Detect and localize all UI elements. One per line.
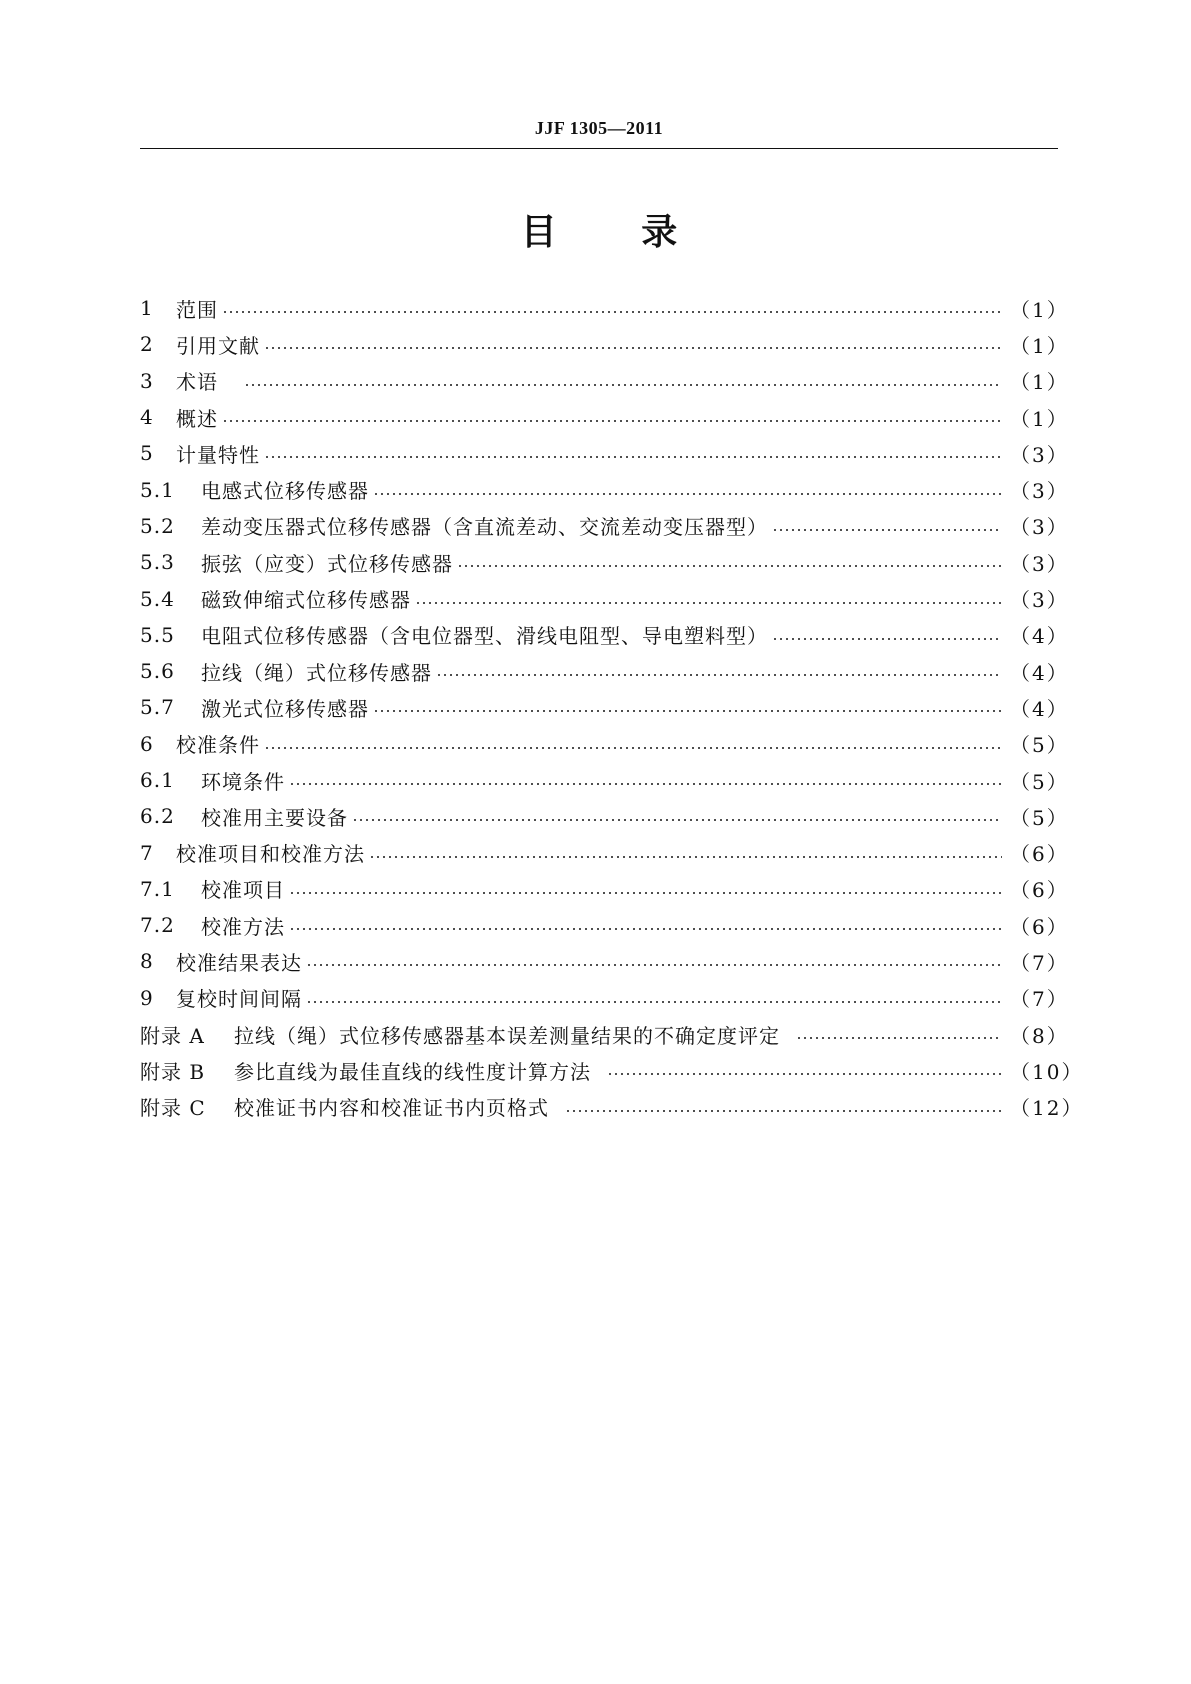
toc-entry-page: （10） (1010, 1059, 1084, 1084)
toc-entry-page: （7） (1010, 950, 1069, 975)
toc-entry[interactable] (140, 1016, 1069, 1052)
toc-entry-title: 激光式位移传感器 (201, 696, 369, 721)
toc-entry[interactable] (140, 653, 1069, 689)
toc-entry-title: 电阻式位移传感器（含电位器型、滑线电阻型、导电塑料型） (201, 624, 768, 649)
toc-entry-page: （4） (1010, 660, 1069, 685)
toc-entry[interactable] (140, 689, 1069, 725)
toc-entry-title: 差动变压器式位移传感器（含直流差动、交流差动变压器型） (201, 515, 768, 540)
toc-entry-page: （1） (1010, 297, 1069, 322)
toc-entry[interactable] (140, 726, 1069, 762)
toc-entry-title: 校准项目 (201, 878, 285, 903)
toc-leader-dots (352, 805, 1002, 827)
toc-entry-page: （3） (1010, 479, 1069, 504)
toc-leader-dots (222, 297, 1002, 319)
toc-entry-title: 拉线（绳）式位移传感器基本误差测量结果的不确定度评定 (234, 1023, 780, 1048)
toc-entry[interactable] (140, 290, 1069, 326)
toc-entry-title: 校准结果表达 (176, 950, 302, 975)
toc-entry-page: （3） (1010, 551, 1069, 576)
toc-leader-dots (565, 1096, 1002, 1118)
toc-entry-title: 电感式位移传感器 (201, 479, 369, 504)
toc-leader-dots (264, 733, 1002, 755)
table-of-contents (140, 290, 1084, 1125)
toc-leader-dots (306, 950, 1002, 972)
toc-leader-dots (369, 842, 1002, 864)
toc-entry[interactable] (140, 363, 1069, 399)
toc-entry-number: 5 (140, 441, 154, 466)
toc-entry[interactable] (140, 435, 1069, 471)
toc-entry-number: 7.2 (140, 913, 175, 938)
toc-entry[interactable] (140, 762, 1069, 798)
toc-leader-dots (222, 406, 1002, 428)
toc-entry[interactable] (140, 471, 1069, 507)
toc-entry-number: 6.1 (140, 768, 175, 792)
toc-entry[interactable] (140, 580, 1069, 616)
toc-entry-page: （3） (1010, 515, 1069, 540)
toc-entry-title: 校准方法 (201, 914, 285, 939)
toc-leader-dots (436, 660, 1002, 682)
toc-entry-page: （5） (1010, 733, 1069, 758)
toc-entry-number: 5.1 (140, 477, 175, 502)
toc-entry-page: （1） (1010, 333, 1069, 358)
toc-entry[interactable] (140, 617, 1069, 653)
toc-entry-number: 5.3 (140, 550, 175, 575)
toc-entry-title: 范围 (176, 297, 218, 322)
toc-entry-title: 拉线（绳）式位移传感器 (201, 660, 432, 685)
toc-entry-number: 附录 B (140, 1059, 206, 1084)
toc-leader-dots (772, 624, 1002, 646)
toc-leader-dots (796, 1023, 1002, 1045)
toc-entry[interactable] (140, 798, 1069, 834)
toc-entry-title: 术语 (176, 370, 218, 395)
toc-entry-number: 6.2 (140, 804, 175, 829)
toc-entry-title: 校准用主要设备 (201, 805, 348, 830)
toc-entry-title: 校准证书内容和校准证书内页格式 (234, 1096, 549, 1121)
toc-entry-title: 引用文献 (176, 333, 260, 358)
toc-entry-page: （7） (1010, 987, 1069, 1012)
toc-entry-title: 计量特性 (176, 442, 260, 467)
toc-entry-number: 4 (140, 405, 154, 430)
toc-entry[interactable] (140, 508, 1069, 544)
toc-entry-page: （12） (1010, 1096, 1084, 1121)
toc-entry-page: （6） (1010, 914, 1069, 939)
toc-entry-number: 9 (140, 985, 154, 1010)
toc-entry[interactable] (140, 1089, 1084, 1125)
toc-entry-title: 概述 (176, 406, 218, 431)
toc-leader-dots (772, 515, 1002, 537)
toc-entry-page: （6） (1010, 878, 1069, 903)
toc-entry-number: 3 (140, 368, 154, 393)
toc-entry-number: 8 (140, 949, 154, 974)
toc-entry-number: 2 (140, 332, 154, 357)
toc-entry[interactable] (140, 980, 1069, 1016)
toc-entry-page: （1） (1010, 406, 1069, 431)
toc-entry-number: 5.4 (140, 586, 175, 611)
toc-leader-dots (264, 442, 1002, 464)
toc-leader-dots (415, 588, 1002, 610)
toc-entry-number: 附录 C (140, 1096, 206, 1121)
toc-leader-dots (607, 1059, 1002, 1081)
toc-entry-number: 5.6 (140, 659, 175, 684)
toc-entry-title: 环境条件 (201, 769, 285, 794)
toc-entry[interactable] (140, 871, 1069, 907)
toc-entry-page: （1） (1010, 370, 1069, 395)
toc-leader-dots (373, 479, 1002, 501)
toc-entry-page: （4） (1010, 696, 1069, 721)
toc-entry-title: 磁致伸缩式位移传感器 (201, 588, 411, 613)
toc-entry-title: 校准项目和校准方法 (176, 842, 365, 867)
toc-entry[interactable] (140, 326, 1069, 362)
toc-entry-number: 7 (140, 840, 154, 865)
toc-entry-title: 振弦（应变）式位移传感器 (201, 551, 453, 576)
toc-entry-number: 5.7 (140, 695, 175, 720)
page-title: 目 录 (520, 212, 678, 253)
toc-entry-number: 1 (140, 296, 154, 321)
toc-leader-dots (264, 333, 1002, 355)
toc-entry-number: 5.2 (140, 513, 175, 538)
toc-entry-page: （8） (1010, 1023, 1069, 1048)
toc-entry-title: 校准条件 (176, 733, 260, 758)
toc-entry-number: 6 (140, 731, 154, 756)
toc-leader-dots (289, 914, 1002, 936)
toc-entry-page: （3） (1010, 442, 1069, 467)
toc-leader-dots (289, 878, 1002, 900)
toc-leader-dots (244, 370, 1002, 392)
toc-entry-page: （6） (1010, 842, 1069, 867)
document-code-header: JJF 1305—2011 (534, 118, 664, 138)
toc-entry-title: 复校时间间隔 (176, 987, 302, 1012)
toc-entry-page: （5） (1010, 805, 1069, 830)
toc-entry[interactable] (140, 544, 1069, 580)
toc-entry[interactable] (140, 943, 1069, 979)
toc-entry[interactable] (140, 834, 1069, 870)
toc-leader-dots (457, 551, 1002, 573)
toc-leader-dots (306, 987, 1002, 1009)
toc-entry[interactable] (140, 1052, 1084, 1088)
toc-leader-dots (289, 769, 1002, 791)
toc-entry-page: （3） (1010, 588, 1069, 613)
toc-leader-dots (373, 696, 1002, 718)
toc-entry[interactable] (140, 907, 1069, 943)
toc-entry-page: （5） (1010, 769, 1069, 794)
toc-entry-title: 参比直线为最佳直线的线性度计算方法 (234, 1059, 591, 1084)
header-rule (140, 148, 1058, 149)
toc-entry-number: 7.1 (140, 876, 175, 901)
toc-entry-page: （4） (1010, 624, 1069, 649)
toc-entry[interactable] (140, 399, 1069, 435)
toc-entry-number: 5.5 (140, 622, 175, 647)
toc-entry-number: 附录 A (140, 1023, 205, 1048)
